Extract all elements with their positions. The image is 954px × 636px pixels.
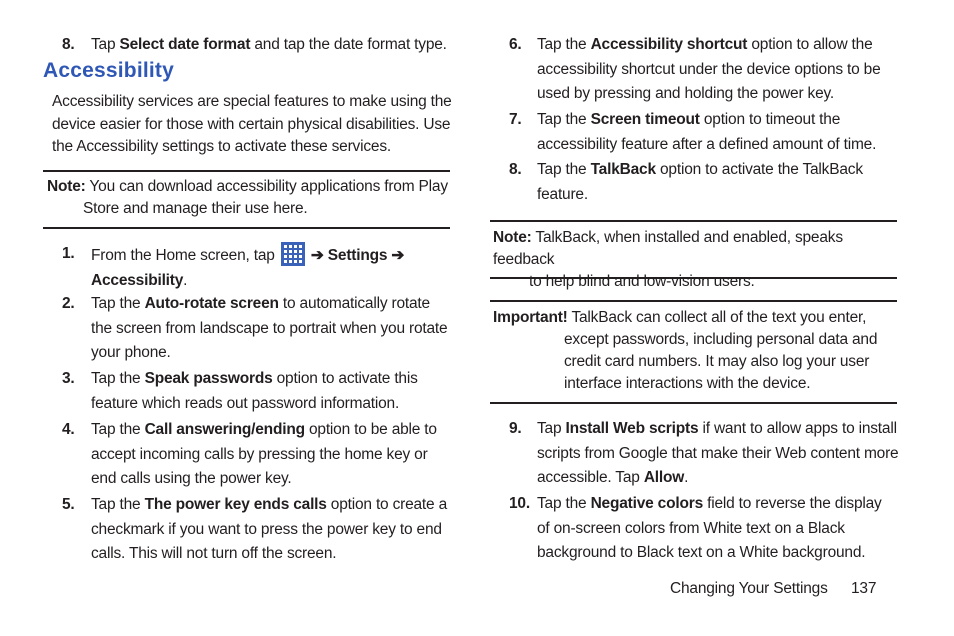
step-text-plain: Tap the [91, 295, 145, 312]
note-label: Note: [493, 229, 532, 246]
step-text-plain: option to create a checkmark if you want to press the power key to end calls. This will not turn off the screen. [91, 496, 447, 562]
step-text [91, 418, 453, 492]
step-text-plain: option to be able to accept incoming calls by pressing the home key or end calls using the power key. [91, 421, 437, 487]
step-text-plain: Tap [91, 36, 120, 53]
arrow-glyph: ➔ [306, 247, 328, 264]
step-text [91, 292, 453, 366]
step-number: 4. [62, 421, 75, 438]
step-text-plain: Tap the [91, 496, 145, 513]
step-text [91, 493, 453, 567]
step-text-plain: . [183, 271, 188, 289]
step-number: 8. [62, 36, 75, 53]
step-number: 5. [62, 496, 75, 513]
note-text: TalkBack, when installed and enabled, speaks feedback [493, 229, 843, 268]
footer-page-number: 137 [851, 580, 877, 597]
step-number: 1. [62, 245, 75, 262]
step-text-plain: Tap the [91, 421, 145, 438]
step-text-plain: option to activate the TalkBack feature. [537, 161, 863, 203]
note-bottom-rule [490, 277, 897, 279]
step-text-plain: Tap [537, 420, 566, 437]
step-text [537, 33, 897, 107]
step-text-bold: Negative colors [590, 495, 703, 512]
important-box [493, 307, 897, 395]
step-number: 3. [62, 370, 75, 387]
step-number: 2. [62, 295, 75, 312]
arrow-glyph: ➔ [387, 247, 405, 264]
step-number: 9. [509, 420, 522, 437]
step-text [91, 242, 457, 293]
step-text-plain: From the Home screen, tap [91, 247, 279, 264]
step-number: 10. [509, 495, 530, 512]
note-bottom-rule [43, 227, 450, 229]
note-text: Store and manage their use here. [83, 200, 308, 217]
note-label: Note: [47, 178, 86, 195]
step-text [537, 492, 892, 566]
step-text-plain: option to activate this feature which reads out password information. [91, 370, 418, 412]
step-text-bold: Speak passwords [144, 370, 273, 387]
important-top-rule [490, 300, 897, 302]
important-label: Important! [493, 309, 568, 326]
step-text-bold: Auto-rotate screen [144, 295, 279, 312]
step-text [537, 108, 897, 157]
step-number: 8. [509, 161, 522, 178]
step-text-bold: Accessibility shortcut [590, 36, 748, 53]
step-text-bold: Call answering/ending [144, 421, 305, 438]
footer-section-title: Changing Your Settings [670, 580, 828, 597]
step-text-plain: field to reverse the display of on-screen colors from White text on a Black background to Black text on a White background. [537, 495, 882, 561]
step-number: 6. [509, 36, 522, 53]
note-text: You can download accessibility applications from Play [85, 178, 448, 195]
step-text-plain: Tap the [537, 495, 591, 512]
step-text-plain: Tap the [537, 111, 591, 128]
important-text: interface interactions with the device. [564, 375, 811, 392]
step-text-bold: Settings [327, 247, 388, 264]
step-text-bold: Allow [643, 469, 685, 486]
step-text-plain: and tap the date format type. [250, 36, 447, 53]
step-text-plain: to automatically rotate the screen from landscape to portrait when you rotate your phone. [91, 295, 448, 361]
step-text-plain: Tap the [91, 370, 145, 387]
note-top-rule [490, 220, 897, 222]
step-text-plain: Tap the [537, 161, 591, 178]
apps-grid-icon [281, 242, 305, 266]
note-box [493, 227, 897, 293]
step-text-bold: Install Web scripts [565, 420, 699, 437]
step-number: 7. [509, 111, 522, 128]
note-text: to help blind and low-vision users. [529, 273, 755, 290]
section-heading: Accessibility [43, 59, 174, 82]
step-text-plain: Tap the [537, 36, 591, 53]
intro-paragraph: Accessibility services are special features to make using the device easier for those with certain physical disabilities. Use the Accessibility settings to activate these services. [52, 93, 452, 155]
important-bottom-rule [490, 402, 897, 404]
important-text: credit card numbers. It may also log your user [564, 353, 870, 370]
note-top-rule [43, 170, 450, 172]
important-text: except passwords, including personal data and [564, 331, 878, 348]
step-text [537, 158, 877, 207]
step-text-plain: option to allow the accessibility shortcut under the device options to be used by pressing and holding the power key. [537, 36, 881, 102]
step-text [91, 367, 453, 416]
important-text: TalkBack can collect all of the text you enter, [567, 309, 867, 326]
step-text-plain: if want to allow apps to install scripts from Google that make their Web content more accessible. Tap [537, 420, 899, 486]
step-text [537, 417, 899, 491]
step-text-bold: TalkBack [590, 161, 656, 178]
step-text-plain: . [684, 469, 689, 486]
note-box [47, 176, 450, 220]
step-text-plain: option to timeout the accessibility feature after a defined amount of time. [537, 111, 877, 153]
step-text [91, 33, 471, 58]
step-text-bold: Select date format [119, 36, 251, 53]
step-text-bold: Screen timeout [590, 111, 700, 128]
step-text-bold: Accessibility [91, 271, 184, 289]
step-text-bold: The power key ends calls [144, 496, 327, 513]
